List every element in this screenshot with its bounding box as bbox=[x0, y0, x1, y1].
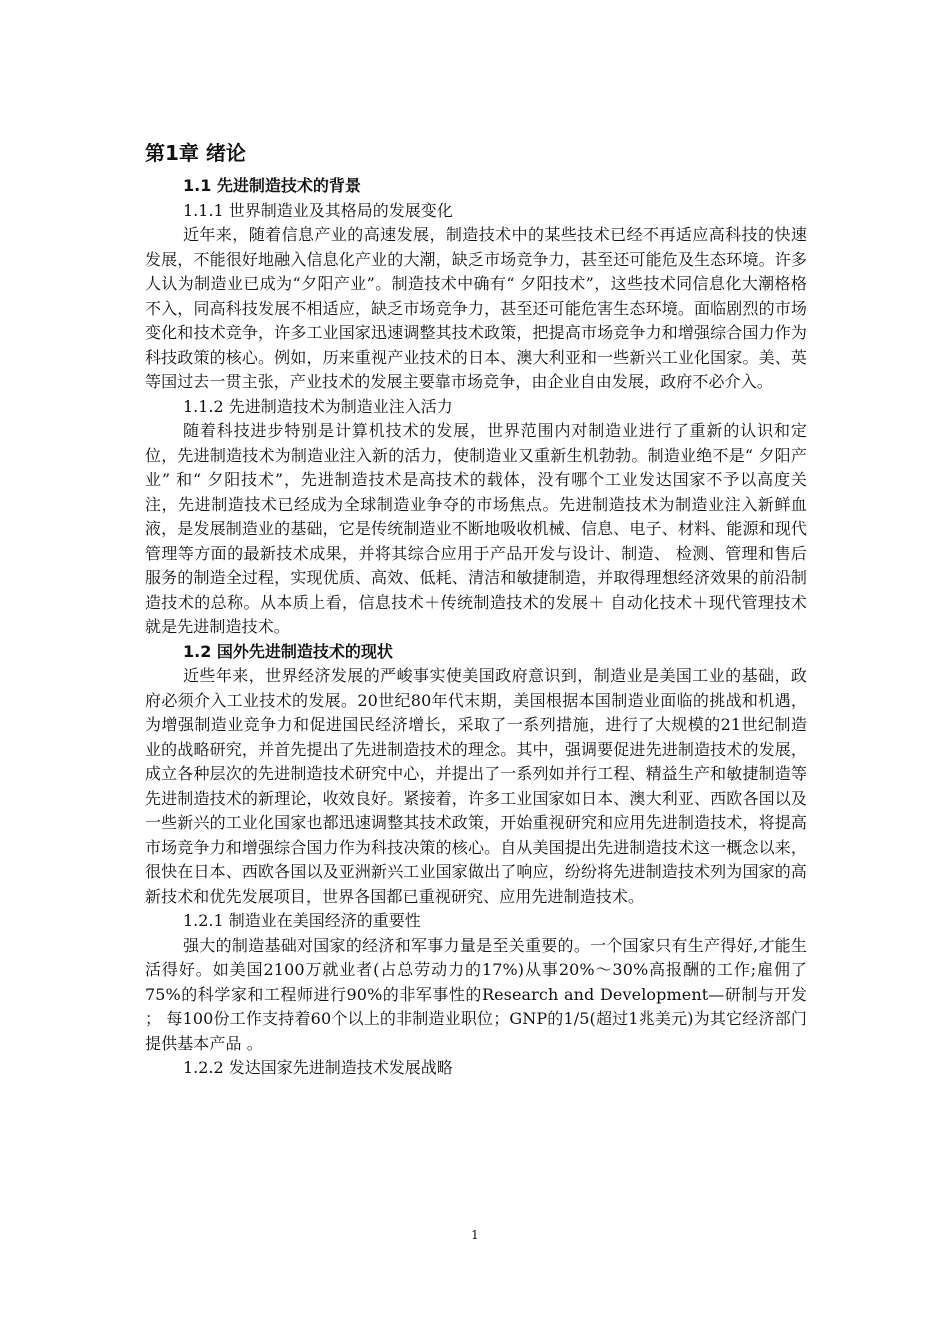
paragraph-1: 近年来，随着信息产业的高速发展，制造技术中的某些技术已经不再适应高科技的快速发展，不能很好地融入信息化产业的大潮，缺乏市场竞争力，甚至还可能危及生态环境。许多人认为制造业已成为“夕阳产业”。制造技术中确有“ 夕阳技术”，这些技术同信息化大潮格格不入，同高科技发展不相适应，缺乏市场竞争力，甚至还可能危害生态环境。面临剧烈的市场变化和技术竞争，许多工业国家迅速调整其技术政策，把提高市场竞争力和增强综合国力作为科技政策的核心。例如，历来重视产业技术的日本、澳大利亚和一些新兴工业化国家。美、英等国过去一贯主张，产业技术的发展主要靠市场竞争，由企业自由发展，政府不必介入。 bbox=[145, 225, 807, 391]
subsection-heading-1-2-1: 1.2.1 制造业在美国经济的重要性 bbox=[183, 911, 421, 930]
chapter-title: 第1章 绪论 bbox=[145, 141, 246, 165]
paragraph-3: 近些年来，世界经济发展的严峻事实使美国政府意识到，制造业是美国工业的基础，政府必须介入工业技术的发展。20世纪80年代末期，美国根据本国制造业面临的挑战和机遇，为增强制造业竞争力和促进国民经济增长，采取了一系列措施，进行了大规模的21世纪制造业的战略研究，并首先提出了先进制造技术的理念。其中，强调要促进先进制造技术的发展，成立各种层次的先进制造技术研究中心，并提出了一系列如并行工程、精益生产和敏捷制造等先进制造技术的新理论，收效良好。紧接着，许多工业国家如日本、澳大利亚、西欧各国以及一些新兴的工业化国家也都迅速调整其技术政策，开始重视研究和应用先进制造技术，将提高市场竞争力和增强综合国力作为科技决策的核心。自从美国提出先进制造技术这一概念以来，很快在日本、西欧各国以及亚洲新兴工业国家做出了响应，纷纷将先进制造技术列为国家的高新技术和优先发展项目，世界各国都已重视研究、应用先进制造技术。 bbox=[145, 666, 807, 906]
paragraph-2: 随着科技进步特别是计算机技术的发展，世界范围内对制造业进行了重新的认识和定位，先进制造技术为制造业注入新的活力，使制造业又重新生机勃勃。制造业绝不是“ 夕阳产业” 和“ 夕阳技术”，先进制造技术是高技术的载体，没有哪个工业发达国家不予以高度关注，先进制造技术已经成为全球制造业争夺的市场焦点。先进制造技术为制造业注入新鲜血液，是发展制造业的基础，它是传统制造业不断地吸收机械、信息、电子、材料、能源和现代管理等方面的最新技术成果，并将其综合应用于产品开发与设计、制造、 检测、管理和售后服务的制造全过程，实现优质、高效、低耗、清洁和敏捷制造，并取得理想经济效果的前沿制造技术的总称。从本质上看，信息技术＋传统制造技术的发展＋ 自动化技术＋现代管理技术就是先进制造技术。 bbox=[145, 421, 807, 636]
page-body bbox=[145, 138, 807, 1081]
subsection-heading-1-1-1: 1.1.1 世界制造业及其格局的发展变化 bbox=[183, 200, 453, 220]
page-number: 1 bbox=[471, 1228, 479, 1242]
paragraph-4: 强大的制造基础对国家的经济和军事力量是至关重要的。一个国家只有生产得好,才能生活得好。如美国2100万就业者(占总劳动力的17%)从事20%～30%高报酬的工作;雇佣了75%的科学家和工程师进行90%的非军事性的Research and Development—研制与开发 ； 每100份工作支持着60个以上的非制造业职位；GNP的1/5(超过1兆美元)为其它经济部门提供基本产品 。 bbox=[145, 935, 807, 1053]
section-heading-1-2: 1.2 国外先进制造技术的现状 bbox=[183, 641, 393, 661]
section-heading-1-1: 1.1 先进制造技术的背景 bbox=[183, 176, 361, 195]
subsection-heading-1-1-2: 1.1.2 先进制造技术为制造业注入活力 bbox=[183, 396, 453, 416]
subsection-heading-1-2-2: 1.2.2 发达国家先进制造技术发展战略 bbox=[183, 1058, 453, 1077]
